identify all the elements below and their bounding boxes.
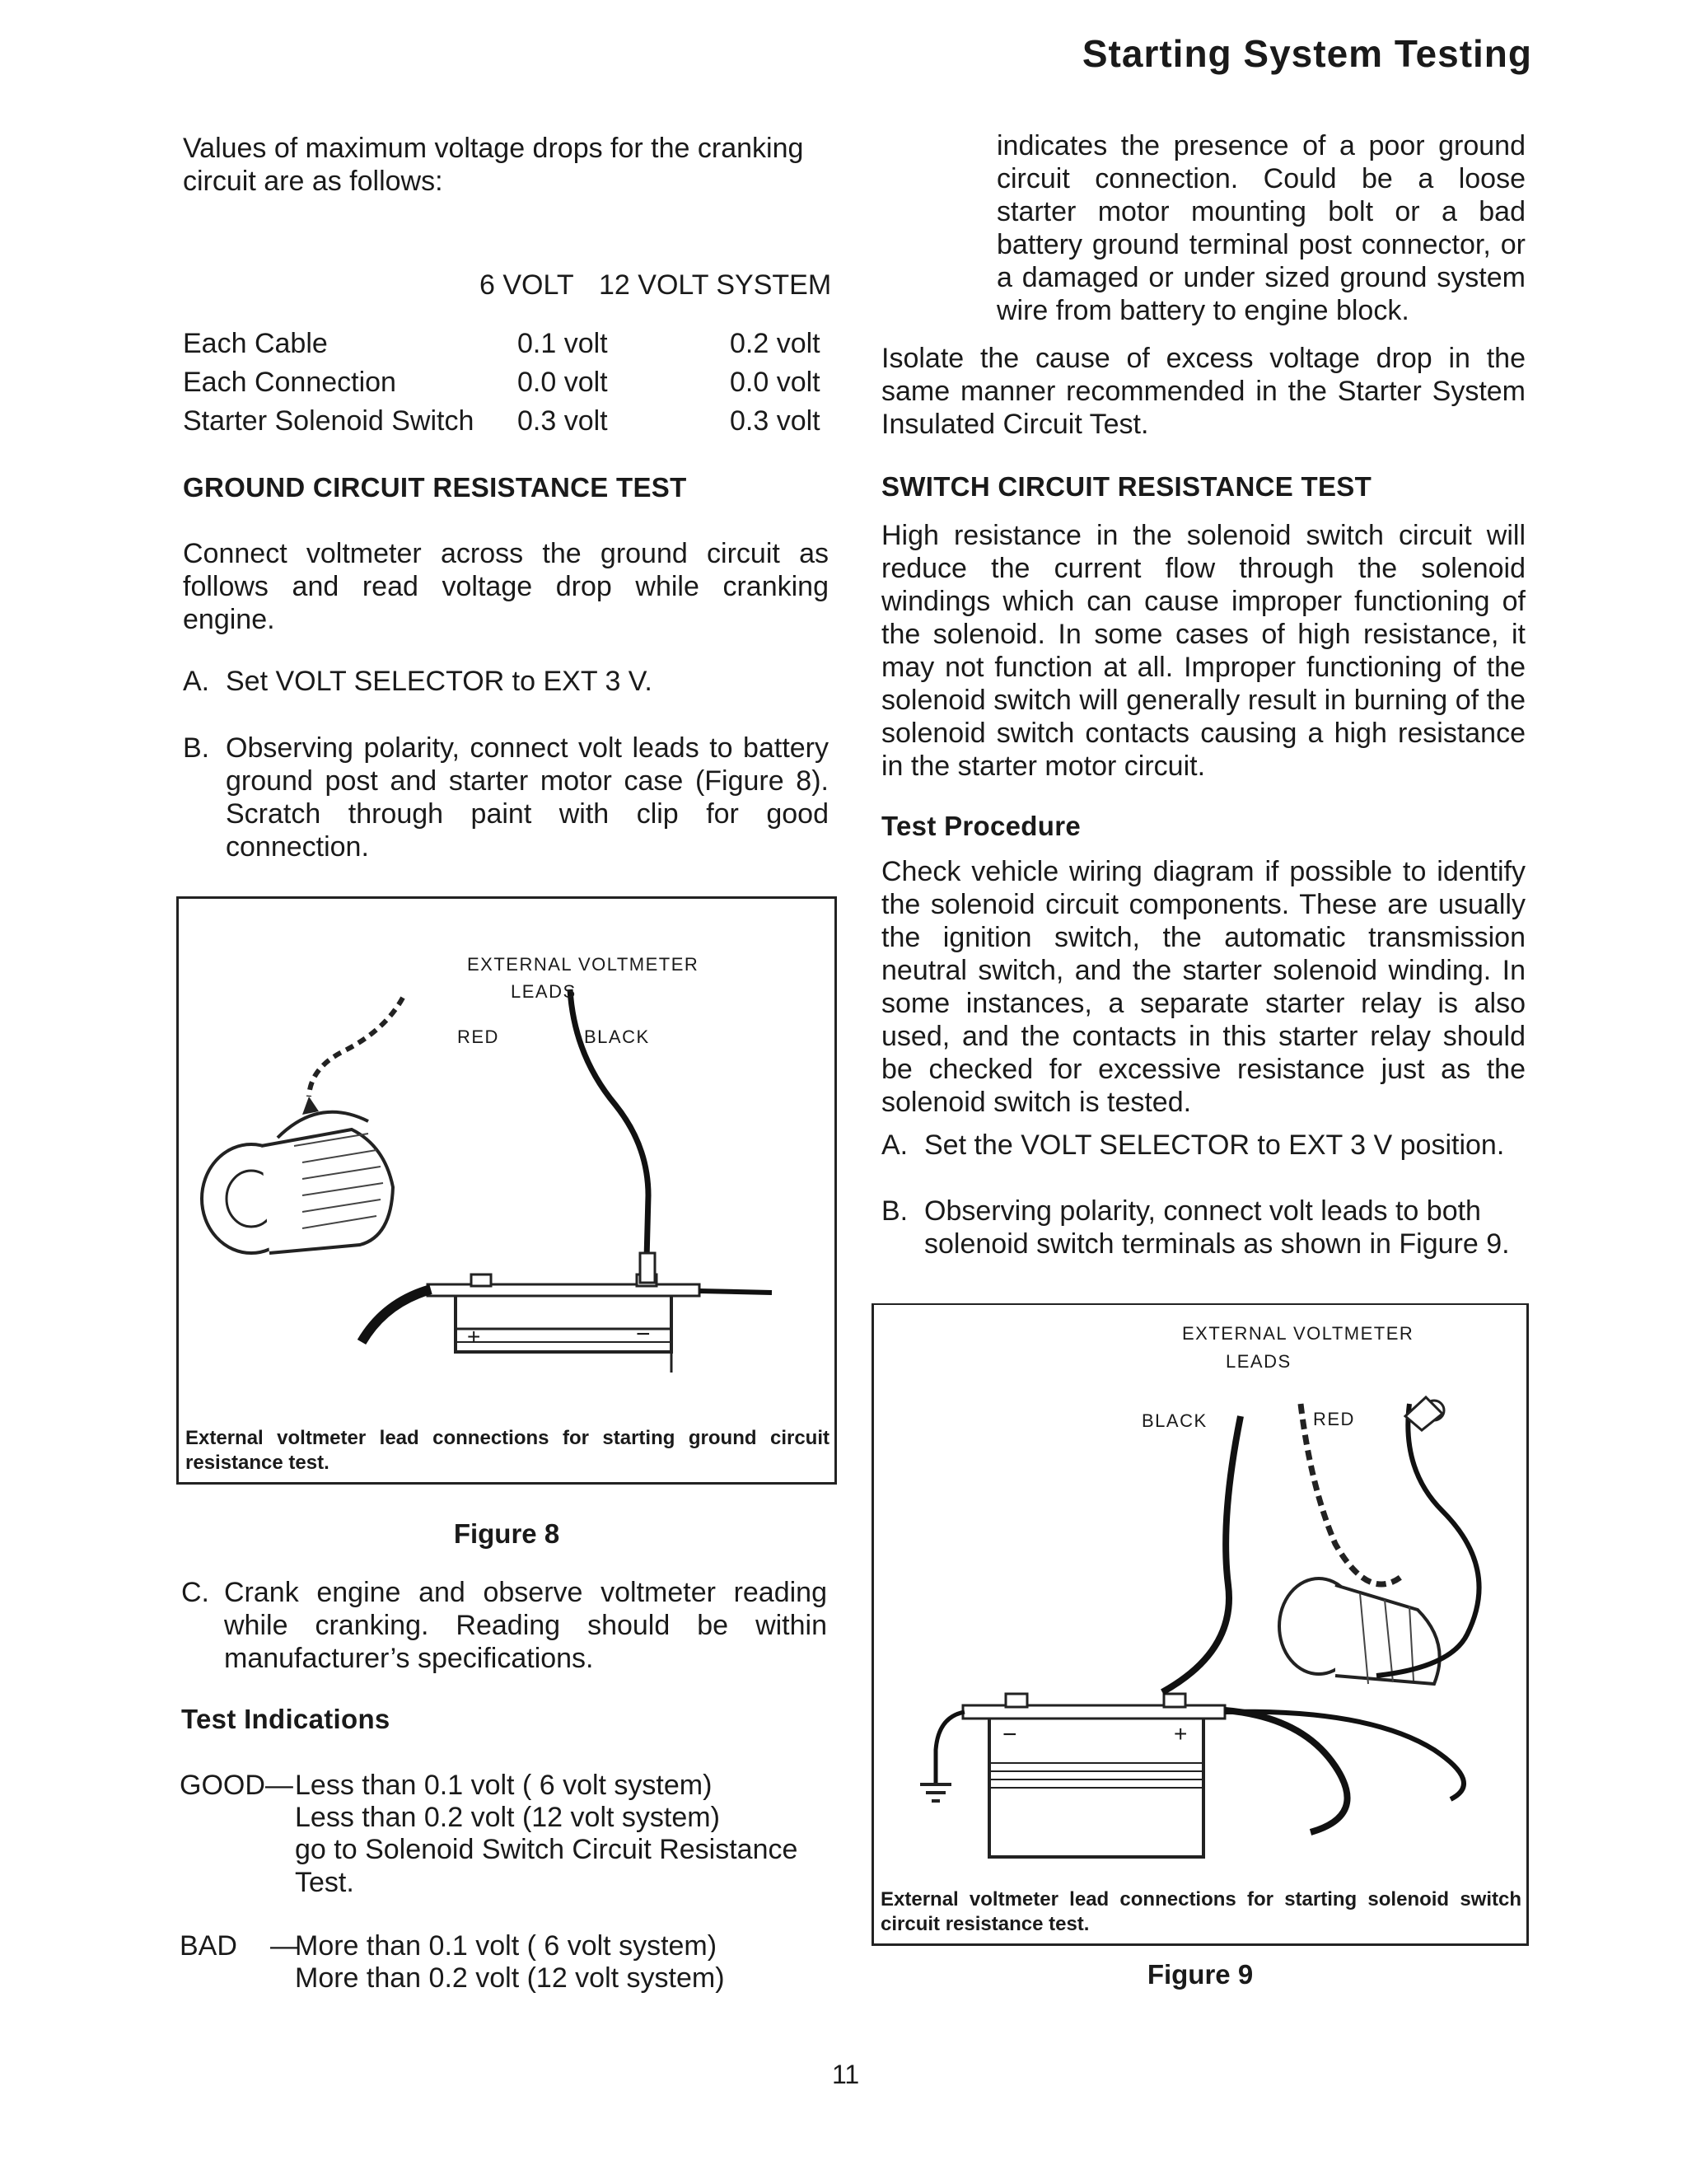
continued-paragraph: indicates the presence of a poor ground circuit connection. Could be a loose starter motor mounting bolt or a bad battery ground terminal post connector, or a damaged or under sized ground system wire from battery to engine block. bbox=[997, 130, 1526, 326]
figure-9-illustration bbox=[874, 1305, 1526, 1873]
table-row bbox=[183, 325, 834, 363]
figure-9-box bbox=[872, 1303, 1529, 1946]
figure-8-label-external-voltmeter: EXTERNAL VOLTMETER bbox=[467, 954, 699, 975]
figure-9-label-red: RED bbox=[1313, 1409, 1355, 1429]
step-text: Set VOLT SELECTOR to EXT 3 V. bbox=[226, 666, 652, 697]
step-text: Observing polarity, connect volt leads to both solenoid switch terminals as shown in Figure 9. bbox=[924, 1195, 1510, 1260]
figure-8-label-red: RED bbox=[457, 1027, 499, 1047]
row-value-6v: 0.1 volt bbox=[517, 328, 608, 359]
step-a bbox=[881, 1129, 1526, 1162]
good-label: GOOD— bbox=[180, 1770, 293, 1801]
figure-9-label-external-voltmeter: EXTERNAL VOLTMETER bbox=[1182, 1323, 1414, 1344]
figure-9-caption: External voltmeter lead connections for starting solenoid switch circuit resistance test. bbox=[881, 1888, 1521, 1935]
figure-8-title: Figure 8 bbox=[453, 1518, 560, 1549]
row-value-12v: 0.0 volt bbox=[730, 367, 820, 398]
table-header-12v: 12 VOLT SYSTEM bbox=[599, 269, 832, 301]
step-marker: A. bbox=[881, 1129, 909, 1161]
figure-9-battery-plus: + bbox=[1174, 1721, 1189, 1747]
page-number: 11 bbox=[832, 2060, 860, 2089]
row-value-6v: 0.3 volt bbox=[517, 405, 608, 437]
row-label: Each Cable bbox=[183, 328, 328, 359]
voltage-drop-intro: Values of maximum voltage drops for the cranking circuit are as follows: bbox=[183, 133, 804, 197]
figure-9-title: Figure 9 bbox=[1147, 1959, 1254, 1990]
voltage-drop-table bbox=[183, 266, 834, 441]
step-b bbox=[881, 1195, 1526, 1260]
row-value-12v: 0.2 volt bbox=[730, 328, 820, 359]
figure-8-battery-plus: + bbox=[467, 1324, 482, 1349]
figure-8-caption: External voltmeter lead connections for starting ground circuit resistance test. bbox=[185, 1427, 829, 1474]
ground-circuit-heading: GROUND CIRCUIT RESISTANCE TEST bbox=[183, 472, 687, 503]
switch-circuit-paragraph: High resistance in the solenoid switch circuit will reduce the current flow through the solenoid windings which can cause improper functioning of the solenoid. In some cases of high resistance, it may not function at all. Improper functioning of the solenoid switch will generally result in burning of the solenoid switch contacts causing a high resistance in the starter motor circuit. bbox=[881, 520, 1526, 782]
table-row bbox=[183, 363, 834, 402]
switch-circuit-heading: SWITCH CIRCUIT RESISTANCE TEST bbox=[881, 471, 1372, 502]
test-procedure-heading: Test Procedure bbox=[881, 811, 1081, 841]
page-header-title: Starting System Testing bbox=[1082, 32, 1532, 75]
bad-dash: — bbox=[270, 1930, 298, 1962]
bad-line: More than 0.1 volt ( 6 volt system) bbox=[295, 1930, 717, 1962]
row-label: Starter Solenoid Switch bbox=[183, 405, 474, 437]
test-indications-heading: Test Indications bbox=[181, 1704, 390, 1734]
table-header-row bbox=[183, 266, 834, 305]
step-b bbox=[183, 732, 829, 863]
step-text: Crank engine and observe voltmeter reading while cranking. Reading should be within manufacturer’s specifications. bbox=[224, 1577, 827, 1674]
isolate-paragraph: Isolate the cause of excess voltage drop in the same manner recommended in the Starter System Insulated Circuit Test. bbox=[881, 343, 1526, 440]
figure-8-label-leads: LEADS bbox=[511, 981, 577, 1002]
bad-label: BAD bbox=[180, 1930, 237, 1962]
good-line: Less than 0.2 volt (12 volt system) bbox=[295, 1802, 720, 1833]
table-row bbox=[183, 402, 834, 441]
bad-line: More than 0.2 volt (12 volt system) bbox=[295, 1962, 725, 1994]
figure-9-battery-minus: − bbox=[1002, 1721, 1019, 1748]
good-line: Less than 0.1 volt ( 6 volt system) bbox=[295, 1770, 713, 1801]
figure-8-label-black: BLACK bbox=[584, 1027, 650, 1047]
table-header-6v: 6 VOLT bbox=[479, 269, 574, 301]
figure-8-box bbox=[176, 896, 837, 1485]
ground-circuit-intro: Connect voltmeter across the ground circuit as follows and read voltage drop while cranking engine. bbox=[183, 538, 829, 635]
row-value-6v: 0.0 volt bbox=[517, 367, 608, 398]
figure-8-battery-minus: − bbox=[636, 1321, 652, 1348]
step-marker: B. bbox=[183, 732, 210, 764]
step-text: Set the VOLT SELECTOR to EXT 3 V position. bbox=[924, 1129, 1505, 1161]
test-procedure-paragraph: Check vehicle wiring diagram if possible to identify the solenoid circuit components. These are usually the ignition switch, the automatic transmission neutral switch, and the starter solenoid winding. In some instances, a separate starter relay is also used, and the contacts in this starter relay should be checked for excessive resistance just as the solenoid switch is tested. bbox=[881, 856, 1526, 1118]
figure-9-label-leads: LEADS bbox=[1226, 1351, 1292, 1372]
step-marker: B. bbox=[881, 1195, 909, 1227]
good-line: go to Solenoid Switch Circuit Resistance Test. bbox=[295, 1834, 798, 1898]
step-text: Observing polarity, connect volt leads to battery ground post and starter motor case (Figure 8). Scratch through paint with clip for good connection. bbox=[226, 732, 829, 863]
step-c bbox=[181, 1576, 827, 1675]
figure-9-label-black: BLACK bbox=[1142, 1410, 1208, 1431]
step-marker: A. bbox=[183, 666, 210, 697]
row-value-12v: 0.3 volt bbox=[730, 405, 820, 437]
row-label: Each Connection bbox=[183, 367, 396, 398]
step-a bbox=[183, 665, 829, 698]
step-marker: C. bbox=[181, 1577, 209, 1608]
